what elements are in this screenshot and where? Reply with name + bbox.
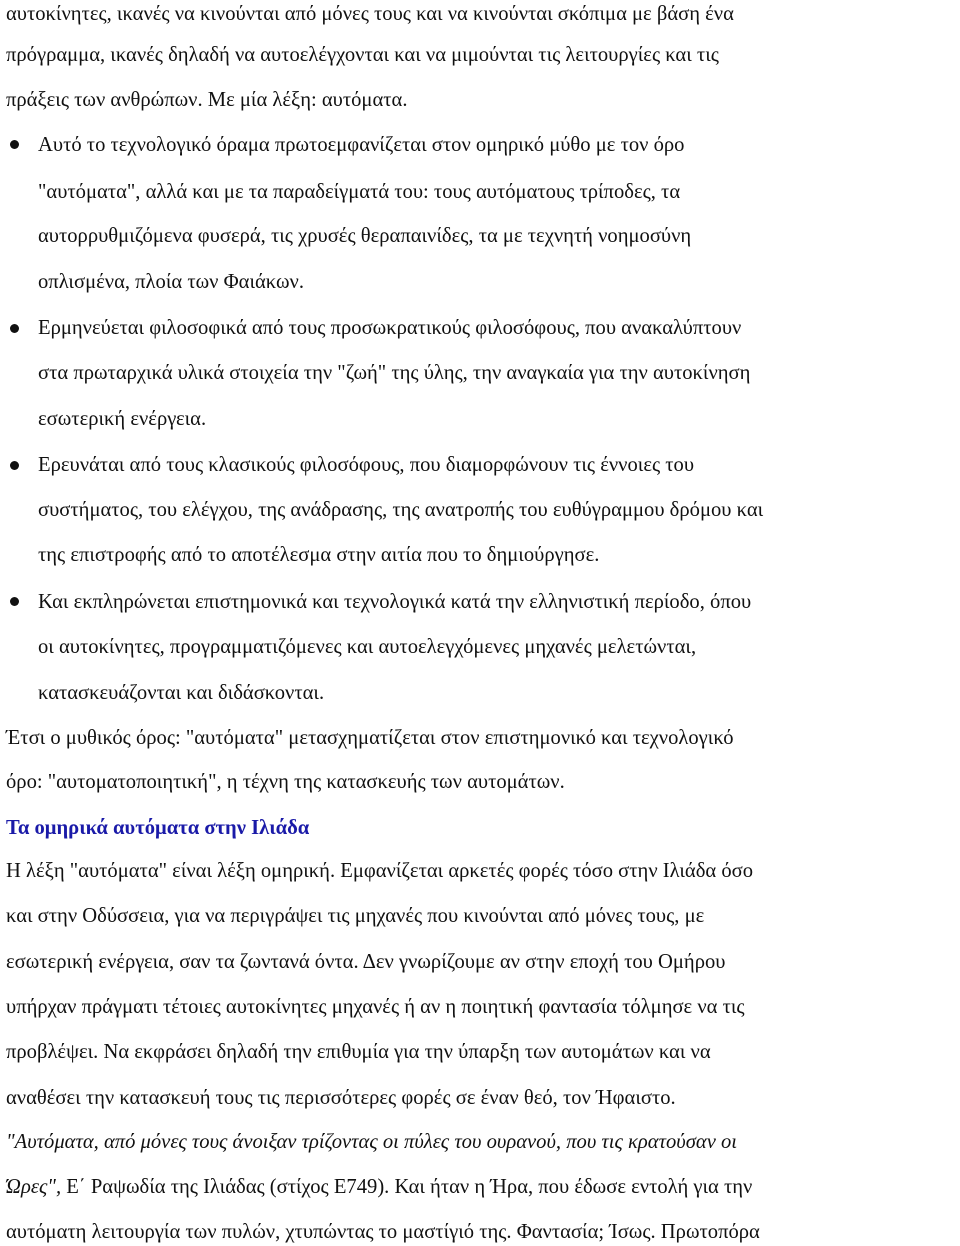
section-heading: Τα ομηρικά αυτόματα στην Ιλιάδα: [6, 817, 310, 839]
bullet-text-line: οι αυτοκίνητες, προγραμματιζόμενες και αυτοελεγχόμενες μηχανές μελετώνται,: [38, 636, 697, 658]
paragraph-line: εσωτερική ενέργεια, σαν τα ζωντανά όντα. Δεν γνωρίζουμε αν στην εποχή του Ομήρου: [6, 951, 726, 973]
bullet-text-line: στα πρωταρχικά υλικά στοιχεία την "ζωή" της ύλης, την αναγκαία για την αυτοκίνηση: [38, 362, 751, 384]
bullet-text-line: οπλισμένα, πλοία των Φαιάκων.: [38, 271, 304, 293]
bullet-icon: [10, 597, 19, 606]
bullet-icon: [10, 461, 19, 470]
bullet-text-line: Αυτό το τεχνολογικό όραμα πρωτοεμφανίζεται στον ομηρικό μύθο με τον όρο: [38, 134, 685, 156]
bullet-text-line: "αυτόματα", αλλά και με τα παραδείγματά του: τους αυτόματους τρίποδες, τα: [38, 181, 681, 203]
paragraph-line: Η λέξη "αυτόματα" είναι λέξη ομηρική. Εμφανίζεται αρκετές φορές τόσο στην Ιλιάδα όσο: [6, 860, 754, 882]
paragraph-line: υπήρχαν πράγματι τέτοιες αυτοκίνητες μηχανές ή αν η ποιητική φαντασία τόλμησε να τις: [6, 996, 745, 1018]
paragraph-line: αυτόματη λειτουργία των πυλών, χτυπώντας το μαστίγιό της. Φαντασία; Ίσως. Πρωτοπόρα: [6, 1221, 760, 1243]
paragraph-line: αναθέσει την κατασκευή τους τις περισσότερες φορές σε έναν θεό, τον Ήφαιστο.: [6, 1087, 676, 1109]
bullet-text-line: εσωτερική ενέργεια.: [38, 408, 207, 430]
intro-line: αυτοκίνητες, ικανές να κινούνται από μόνες τους και να κινούνται σκόπιμα με βάση ένα: [6, 3, 734, 25]
paragraph-line: όρο: "αυτοματοποιητική", η τέχνη της κατασκευής των αυτομάτων.: [6, 771, 565, 793]
quote-line: "Αυτόματα, από μόνες τους άνοιξαν τρίζοντας οι πύλες του ουρανού, που τις κρατούσαν οι: [6, 1131, 737, 1153]
bullet-text-line: της επιστροφής από το αποτέλεσμα στην αιτία που το δημιούργησε.: [38, 544, 600, 566]
intro-line: πράξεις των ανθρώπων. Με μία λέξη: αυτόματα.: [6, 89, 408, 111]
quote-citation: Ε΄ Ραψωδία της Ιλιάδας (στίχος Ε749). Και ήταν η Ήρα, που έδωσε εντολή για την: [61, 1176, 753, 1198]
quote-end-italic: Ώρες",: [6, 1176, 62, 1198]
paragraph-line: προβλέψει. Να εκφράσει δηλαδή την επιθυμία για την ύπαρξη των αυτομάτων και να: [6, 1041, 711, 1063]
intro-line: πρόγραμμα, ικανές δηλαδή να αυτοελέγχονται και να μιμούνται τις λειτουργίες και τις: [6, 44, 719, 66]
quote-end-line: [6, 1173, 752, 1201]
paragraph-line: και στην Οδύσσεια, για να περιγράψει τις μηχανές που κινούνται από μόνες τους, με: [6, 905, 705, 927]
paragraph-line: Έτσι ο μυθικός όρος: "αυτόματα" μετασχηματίζεται στον επιστημονικό και τεχνολογικό: [6, 727, 734, 749]
bullet-text-line: Και εκπληρώνεται επιστημονικά και τεχνολογικά κατά την ελληνιστική περίοδο, όπου: [38, 591, 752, 613]
bullet-text-line: Ερμηνεύεται φιλοσοφικά από τους προσωκρατικούς φιλοσόφους, που ανακαλύπτουν: [38, 317, 742, 339]
bullet-text-line: συστήματος, του ελέγχου, της ανάδρασης, της ανατροπής του ευθύγραμμου δρόμου και: [38, 499, 764, 521]
bullet-icon: [10, 324, 19, 333]
bullet-text-line: αυτορρυθμιζόμενα φυσερά, τις χρυσές θεραπαινίδες, τα με τεχνητή νοημοσύνη: [38, 225, 692, 247]
bullet-text-line: Ερευνάται από τους κλασικούς φιλοσόφους, που διαμορφώνουν τις έννοιες του: [38, 454, 695, 476]
bullet-text-line: κατασκευάζονται και διδάσκονται.: [38, 682, 325, 704]
bullet-icon: [10, 140, 19, 149]
